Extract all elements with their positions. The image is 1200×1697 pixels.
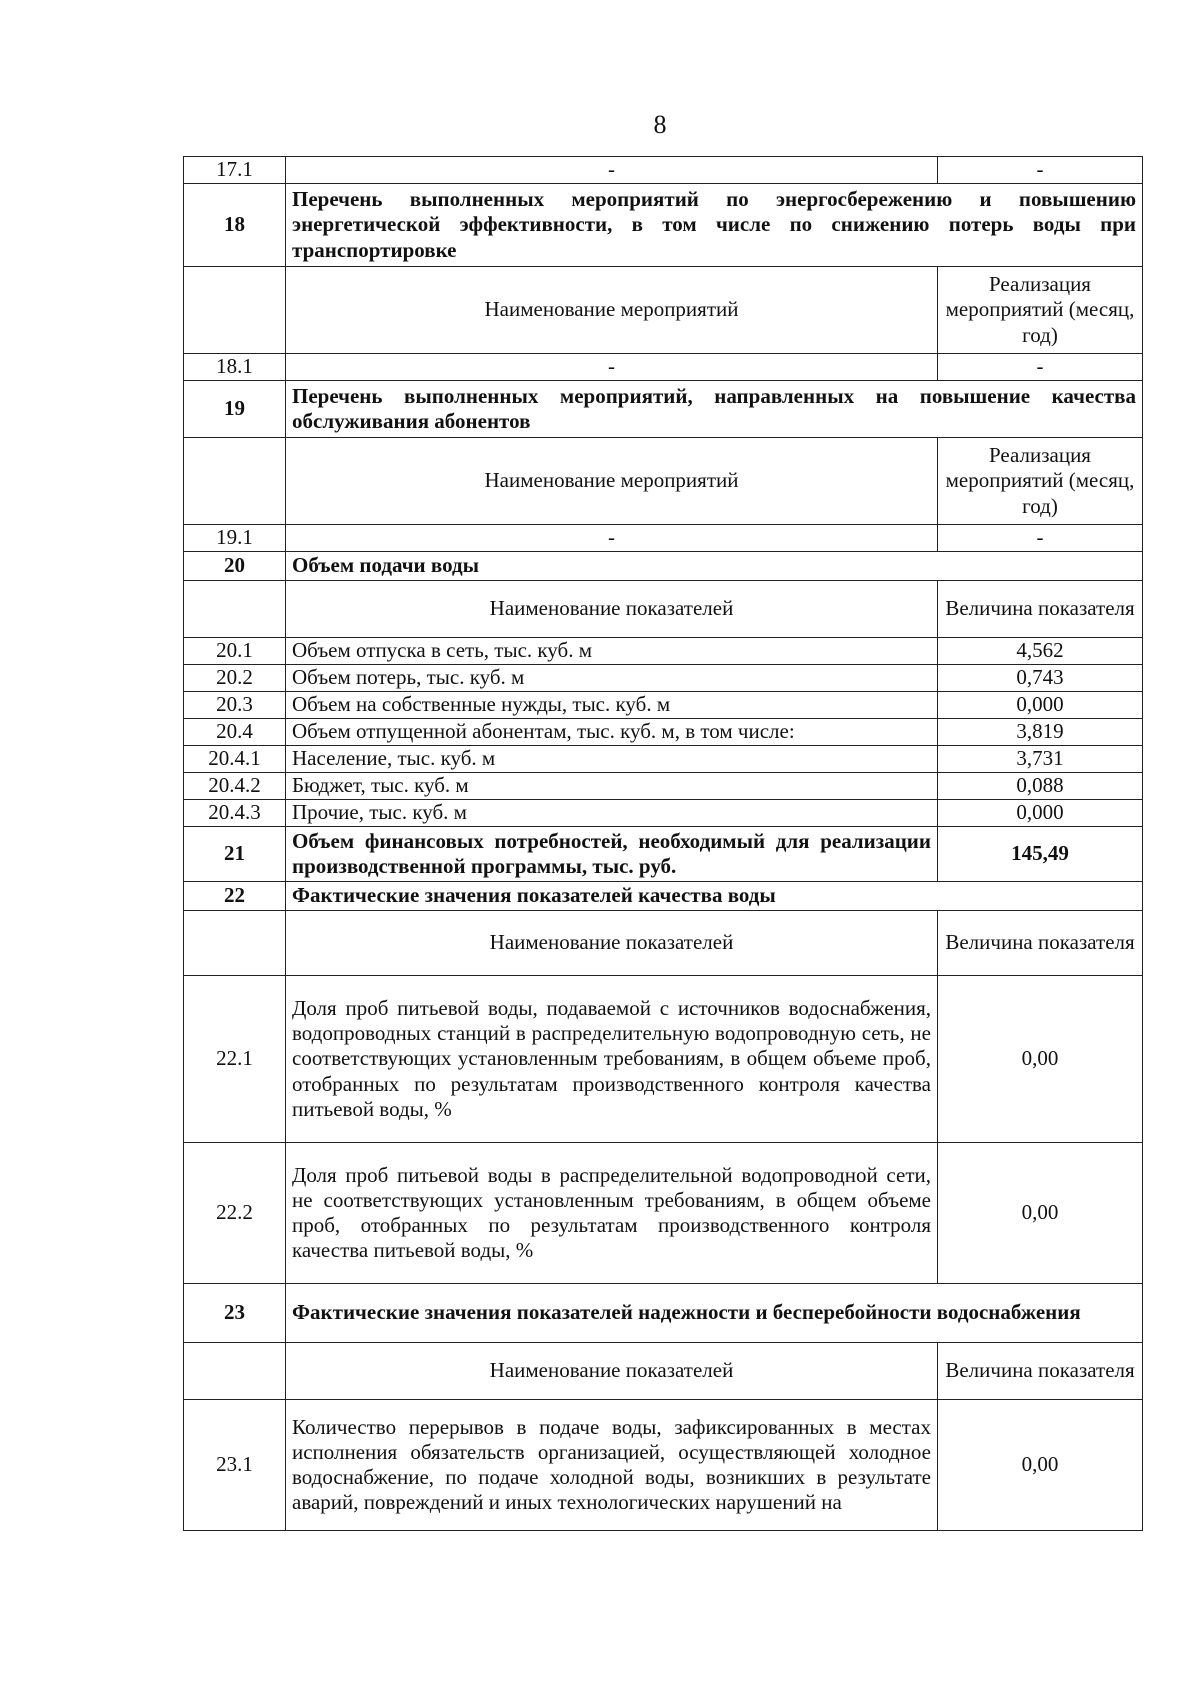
row-name: Объем отпуска в сеть, тыс. куб. м [286, 638, 938, 665]
section-row [184, 882, 1143, 911]
row-number: 17.1 [184, 157, 286, 184]
page-number: 8 [653, 110, 667, 139]
column-header-name: Наименование показателей [286, 581, 938, 638]
table-row [184, 1400, 1143, 1531]
column-header-value: Величина показателя [938, 911, 1143, 976]
row-value: 0,088 [938, 773, 1143, 800]
row-number: 21 [184, 827, 286, 882]
section-title: Фактические значения показателей надежности и бесперебойности водоснабжения [286, 1284, 1143, 1343]
section-title: Объем подачи воды [286, 552, 1143, 581]
row-name: Доля проб питьевой воды в распределительной водопроводной сети, не соответствующих установленным требованиям, в общем объеме проб, отобранных по результатам производственного контроля качества питьевой воды, % [286, 1143, 938, 1284]
column-header-name: Наименование показателей [286, 911, 938, 976]
column-header-value: Реализация мероприятий (месяц, год) [938, 267, 1143, 354]
column-header-value: Величина показателя [938, 581, 1143, 638]
row-value: 0,743 [938, 665, 1143, 692]
column-header-name: Наименование мероприятий [286, 438, 938, 525]
row-value: 145,49 [938, 827, 1143, 882]
empty-cell [184, 911, 286, 976]
production-program-table [183, 156, 1143, 1531]
row-name: Доля проб питьевой воды, подаваемой с источников водоснабжения, водопроводных станций в распределительную водопроводную сеть, не соответствующих установленным требованиям, в общем объеме проб, отобранных по результатам производственного контроля качества питьевой воды, % [286, 976, 938, 1143]
empty-cell [184, 267, 286, 354]
table-row [184, 719, 1143, 746]
table-row [184, 665, 1143, 692]
row-number: 20.1 [184, 638, 286, 665]
section-row [184, 1284, 1143, 1343]
column-header-row [184, 438, 1143, 525]
section-number: 20 [184, 552, 286, 581]
table-row [184, 800, 1143, 827]
table-row [184, 638, 1143, 665]
section-number: 19 [184, 381, 286, 438]
row-value: 0,00 [938, 1400, 1143, 1531]
row-number: 20.3 [184, 692, 286, 719]
row-number: 20.4.2 [184, 773, 286, 800]
row-name: Прочие, тыс. куб. м [286, 800, 938, 827]
row-name: Объем потерь, тыс. куб. м [286, 665, 938, 692]
row-number: 19.1 [184, 525, 286, 552]
row-name: - [286, 157, 938, 184]
empty-cell [184, 438, 286, 525]
section-title: Перечень выполненных мероприятий, направленных на повышение качества обслуживания абонентов [286, 381, 1143, 438]
section-title: Фактические значения показателей качества воды [286, 882, 1143, 911]
table-row [184, 746, 1143, 773]
table-row [184, 976, 1143, 1143]
row-value: - [938, 157, 1143, 184]
row-value: 3,731 [938, 746, 1143, 773]
table-row [184, 354, 1143, 381]
section-number: 23 [184, 1284, 286, 1343]
row-number: 22.1 [184, 976, 286, 1143]
section-row [184, 381, 1143, 438]
row-name: - [286, 525, 938, 552]
column-header-name: Наименование мероприятий [286, 267, 938, 354]
table-row [184, 827, 1143, 882]
column-header-name: Наименование показателей [286, 1343, 938, 1400]
section-title: Перечень выполненных мероприятий по энергосбережению и повышению энергетической эффективности, в том числе по снижению потерь воды при транспортировке [286, 184, 1143, 267]
table-row [184, 525, 1143, 552]
empty-cell [184, 1343, 286, 1400]
section-row [184, 184, 1143, 267]
row-name: Количество перерывов в подаче воды, зафиксированных в местах исполнения обязательств организацией, осуществляющей холодное водоснабжение, по подаче холодной воды, возникших в результате аварий, повреждений и иных технологических нарушений на [286, 1400, 938, 1531]
section-row [184, 552, 1143, 581]
row-number: 20.4.1 [184, 746, 286, 773]
section-number: 22 [184, 882, 286, 911]
row-value: - [938, 354, 1143, 381]
row-name: Население, тыс. куб. м [286, 746, 938, 773]
row-value: 0,00 [938, 1143, 1143, 1284]
table-row [184, 1143, 1143, 1284]
row-name: Объем финансовых потребностей, необходимый для реализации производственной программы, тыс. руб. [286, 827, 938, 882]
section-number: 18 [184, 184, 286, 267]
row-value: 3,819 [938, 719, 1143, 746]
row-number: 20.4.3 [184, 800, 286, 827]
row-name: - [286, 354, 938, 381]
row-number: 20.4 [184, 719, 286, 746]
row-name: Объем отпущенной абонентам, тыс. куб. м, в том числе: [286, 719, 938, 746]
row-number: 18.1 [184, 354, 286, 381]
row-value: - [938, 525, 1143, 552]
row-value: 4,562 [938, 638, 1143, 665]
row-value: 0,00 [938, 976, 1143, 1143]
column-header-row [184, 911, 1143, 976]
row-number: 22.2 [184, 1143, 286, 1284]
row-number: 23.1 [184, 1400, 286, 1531]
row-name: Бюджет, тыс. куб. м [286, 773, 938, 800]
row-number: 20.2 [184, 665, 286, 692]
table-row [184, 692, 1143, 719]
column-header-row [184, 267, 1143, 354]
table-row [184, 157, 1143, 184]
column-header-value: Реализация мероприятий (месяц, год) [938, 438, 1143, 525]
row-name: Объем на собственные нужды, тыс. куб. м [286, 692, 938, 719]
column-header-row [184, 581, 1143, 638]
column-header-value: Величина показателя [938, 1343, 1143, 1400]
row-value: 0,000 [938, 800, 1143, 827]
column-header-row [184, 1343, 1143, 1400]
empty-cell [184, 581, 286, 638]
table-row [184, 773, 1143, 800]
row-value: 0,000 [938, 692, 1143, 719]
